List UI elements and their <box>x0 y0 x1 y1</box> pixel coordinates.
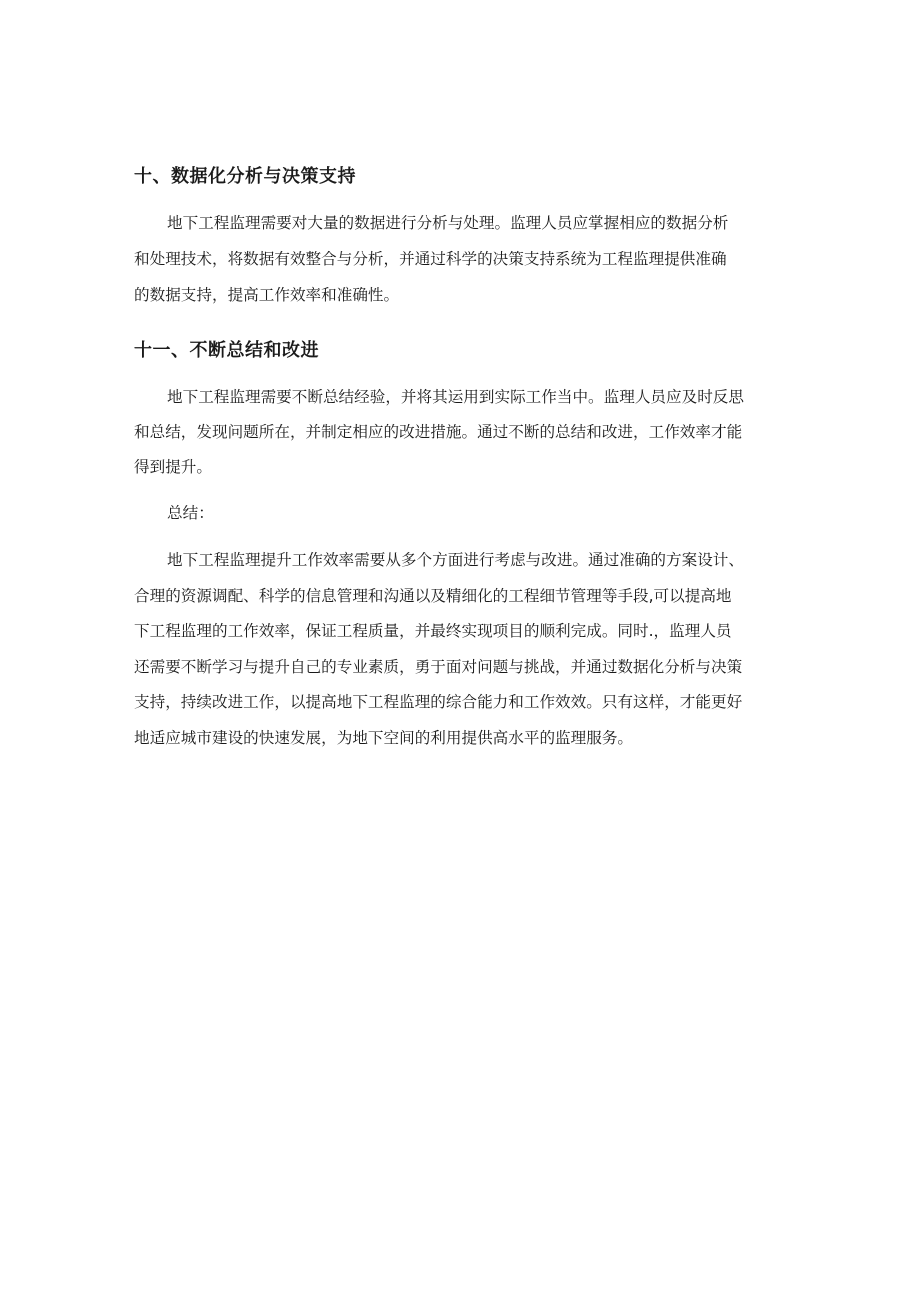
summary-line: 支持，持续改进工作，以提高地下工程监理的综合能力和工作效效。只有这样，才能更好 <box>134 693 743 711</box>
section-11-line: 地下工程监理需要不断总结经验，并将其运用到实际工作当中。监理人员应及时反思 <box>167 388 744 406</box>
section-10-line: 和处理技术，将数据有效整合与分析，并通过科学的决策支持系统为工程监理提供准确 <box>134 250 727 268</box>
section-11-line: 和总结，发现问题所在，并制定相应的改进措施。通过不断的总结和改进，工作效率才能 <box>134 423 743 441</box>
summary-line: 还需要不断学习与提升自己的专业素质，勇于面对问题与挑战，并通过数据化分析与决策 <box>134 658 743 676</box>
summary-line: 地适应城市建设的快速发展，为地下空间的利用提供高水平的监理服务。 <box>134 729 634 747</box>
section-11-heading: 十一、不断总结和改进 <box>134 340 319 361</box>
summary-line: 地下工程监理提升工作效率需要从多个方面进行考虑与改进。通过准确的方案设计、 <box>167 551 744 569</box>
summary-label: 总结： <box>167 504 214 522</box>
section-10-line: 地下工程监理需要对大量的数据进行分析与处理。监理人员应掌握相应的数据分析 <box>167 214 729 232</box>
section-10-line: 的数据支持，提高工作效率和准确性。 <box>134 286 400 304</box>
section-11-line: 得到提升。 <box>134 458 212 476</box>
summary-line: 合理的资源调配、科学的信息管理和沟通以及精细化的工程细节管理等手段,可以提高地 <box>134 587 732 605</box>
summary-line: 下工程监理的工作效率，保证工程质量，并最终实现项目的顺利完成。同时.，监理人员 <box>134 622 732 640</box>
section-10-heading: 十、数据化分析与决策支持 <box>134 166 356 187</box>
